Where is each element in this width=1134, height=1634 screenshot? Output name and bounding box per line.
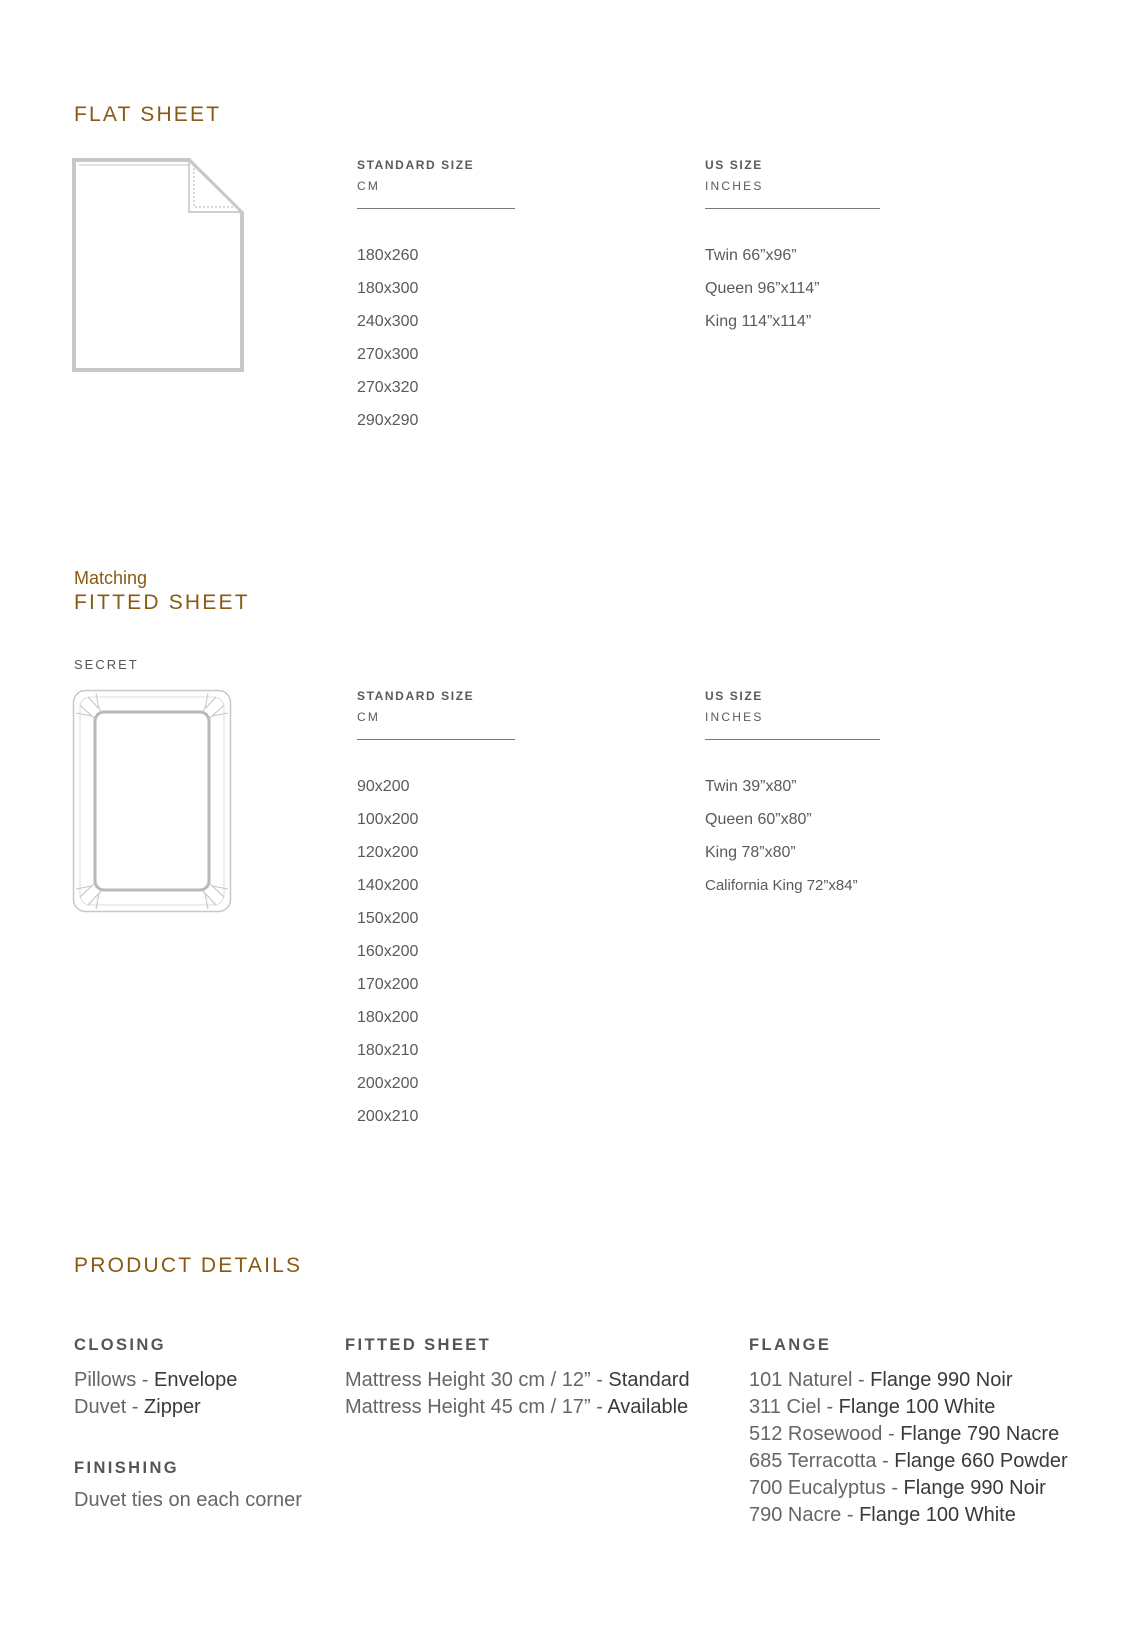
list-item — [749, 1394, 1068, 1421]
list-item — [749, 1448, 1068, 1475]
flat-sheet-title: FLAT SHEET — [74, 103, 222, 126]
color-label: 790 Nacre - — [749, 1504, 860, 1526]
list-item — [74, 1394, 237, 1421]
flange-header: FLANGE — [749, 1336, 832, 1354]
divider — [705, 208, 880, 209]
fitted-sheet-title: FITTED SHEET — [74, 591, 250, 614]
closing-value: Zipper — [144, 1396, 201, 1418]
product-details-title: PRODUCT DETAILS — [74, 1254, 303, 1277]
fitted-sheet-pretitle: Matching — [74, 568, 148, 588]
list-item: 200x210 — [357, 1108, 419, 1125]
fitted-us-size-header: US SIZE — [705, 689, 763, 703]
list-item: 240x300 — [357, 313, 419, 330]
list-item: Twin 66”x96” — [705, 247, 797, 264]
list-item: Queen 60”x80” — [705, 811, 812, 828]
closing-value: Envelope — [154, 1369, 238, 1391]
divider — [357, 739, 515, 740]
fitted-sheet-details-header: FITTED SHEET — [345, 1336, 492, 1354]
list-item: 150x200 — [357, 910, 419, 927]
fitted-us-size-unit: INCHES — [705, 710, 764, 724]
list-item: 90x200 — [357, 778, 410, 795]
list-item — [749, 1475, 1068, 1502]
color-label: 685 Terracotta - — [749, 1450, 895, 1472]
list-item: 180x210 — [357, 1042, 419, 1059]
list-item — [345, 1367, 690, 1394]
fitted-sheet-illustration — [72, 689, 232, 913]
fitted-us-size-list — [705, 770, 905, 902]
list-item — [74, 1367, 237, 1394]
finishing-text: Duvet ties on each corner — [74, 1489, 302, 1511]
fitted-standard-size-unit: CM — [357, 710, 381, 724]
fitted-standard-size-header: STANDARD SIZE — [357, 689, 475, 703]
closing-label: Duvet - — [74, 1396, 145, 1418]
list-item: Twin 39”x80” — [705, 778, 797, 795]
list-item — [749, 1367, 1068, 1394]
list-item: California King 72”x84” — [705, 877, 858, 894]
flat-standard-size-list — [357, 239, 515, 437]
flange-list — [749, 1367, 1068, 1529]
list-item: 180x260 — [357, 247, 419, 264]
mattress-height-value: Standard — [608, 1369, 690, 1391]
list-item: 160x200 — [357, 943, 419, 960]
flat-standard-size-header: STANDARD SIZE — [357, 158, 475, 172]
closing-list — [74, 1367, 237, 1421]
list-item: Queen 96”x114” — [705, 280, 820, 297]
flange-value: Flange 660 Powder — [894, 1450, 1068, 1472]
list-item: 180x200 — [357, 1009, 419, 1026]
list-item — [345, 1394, 690, 1421]
closing-label: Pillows - — [74, 1369, 155, 1391]
list-item: 270x300 — [357, 346, 419, 363]
list-item: King 78”x80” — [705, 844, 796, 861]
flat-us-size-column — [705, 155, 880, 338]
list-item — [749, 1502, 1068, 1529]
flange-value: Flange 990 Noir — [870, 1369, 1013, 1391]
color-label: 700 Eucalyptus - — [749, 1477, 904, 1499]
color-label: 512 Rosewood - — [749, 1423, 901, 1445]
divider — [705, 739, 880, 740]
mattress-height-label: Mattress Height 45 cm / 17” - — [345, 1396, 608, 1418]
fitted-us-size-column — [705, 686, 905, 902]
flange-value: Flange 790 Nacre — [900, 1423, 1060, 1445]
fitted-standard-size-column — [357, 686, 515, 1133]
list-item: 170x200 — [357, 976, 419, 993]
flat-us-size-list — [705, 239, 880, 338]
mattress-height-value: Available — [607, 1396, 689, 1418]
list-item — [749, 1421, 1068, 1448]
fitted-standard-size-list — [357, 770, 515, 1133]
color-label: 311 Ciel - — [749, 1396, 839, 1418]
list-item: 200x200 — [357, 1075, 419, 1092]
flat-standard-size-column — [357, 155, 515, 437]
flat-standard-size-unit: CM — [357, 179, 381, 193]
list-item: 120x200 — [357, 844, 419, 861]
fitted-sheet-details-list — [345, 1367, 690, 1421]
fitted-sheet-subtitle: SECRET — [74, 657, 139, 672]
flange-value: Flange 100 White — [859, 1504, 1016, 1526]
list-item: 100x200 — [357, 811, 419, 828]
list-item: 140x200 — [357, 877, 419, 894]
closing-header: CLOSING — [74, 1336, 166, 1354]
list-item: 180x300 — [357, 280, 419, 297]
flat-us-size-header: US SIZE — [705, 158, 763, 172]
flat-us-size-unit: INCHES — [705, 179, 764, 193]
divider — [357, 208, 515, 209]
color-label: 101 Naturel - — [749, 1369, 871, 1391]
flange-value: Flange 100 White — [838, 1396, 996, 1418]
list-item: 270x320 — [357, 379, 419, 396]
finishing-header: FINISHING — [74, 1459, 180, 1477]
flat-sheet-illustration — [72, 158, 244, 372]
list-item: King 114”x114” — [705, 313, 812, 330]
flange-value: Flange 990 Noir — [903, 1477, 1046, 1499]
list-item: 290x290 — [357, 412, 419, 429]
mattress-height-label: Mattress Height 30 cm / 12” - — [345, 1369, 609, 1391]
